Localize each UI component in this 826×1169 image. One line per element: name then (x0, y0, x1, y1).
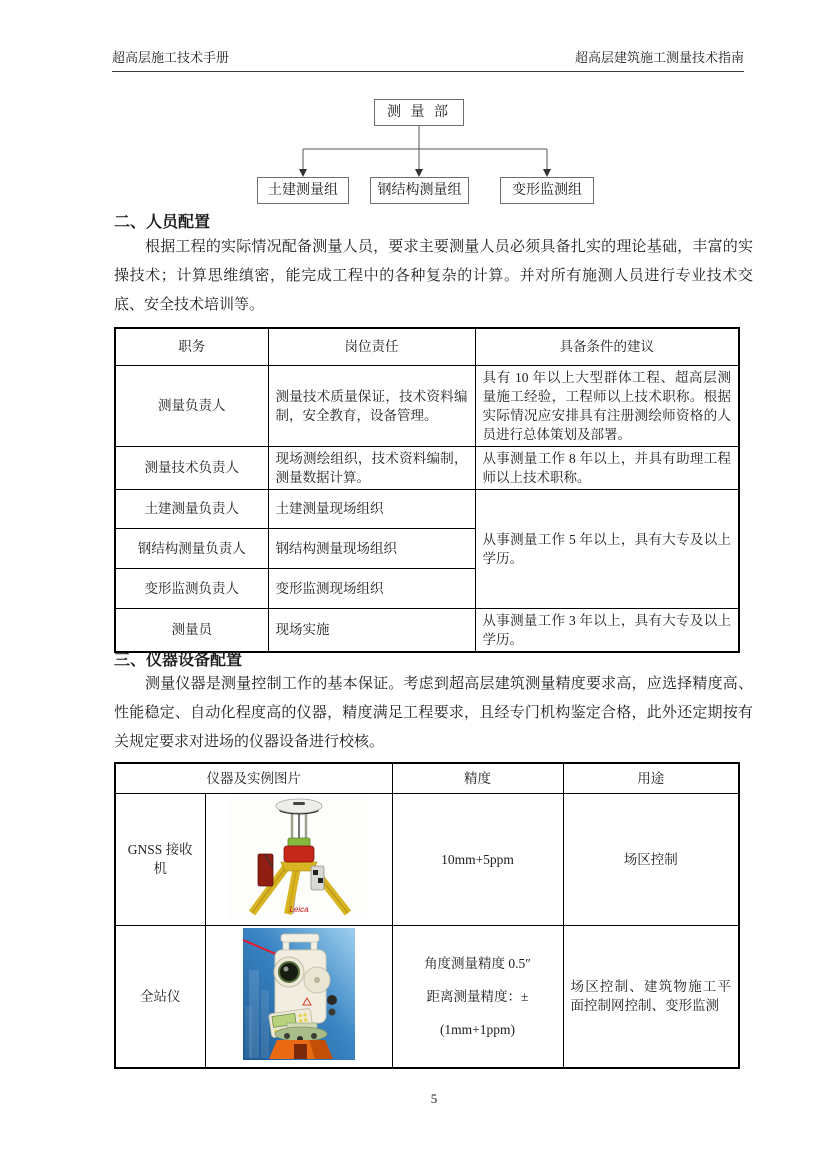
org-box-deformation-monitor-group: 变形监测组 (500, 177, 594, 204)
cell-instrument-name: 全站仪 (115, 925, 205, 1068)
total-station-photo (243, 928, 355, 1060)
table-row (115, 365, 739, 446)
cell-position: 测量员 (115, 608, 268, 652)
cell-precision: 10mm+5ppm (392, 793, 563, 925)
arrow-down-icon (415, 169, 423, 177)
paragraph-equipment: 测量仪器是测量控制工作的基本保证。考虑到超高层建筑测量精度要求高，应选择精度高、性能稳定、自动化程度高的仪器，精度满足工程要求，且经专门机构鉴定合格，此外还定期按有关规定要求对进场的仪器设备进行校核。 (114, 676, 753, 750)
personnel-table (114, 327, 740, 653)
svg-text:Leica: Leica (288, 904, 309, 914)
section-heading-equipment: 三、仪器设备配置 (114, 652, 243, 669)
column-header-usage: 用途 (563, 763, 739, 793)
paragraph-personnel: 根据工程的实际情况配备测量人员，要求主要测量人员必须具备扎实的理论基础，丰富的实操技术；计算思维缜密，能完成工程中的各种复杂的计算。并对所有施测人员进行专业技术交底、安全技术培训等。 (114, 239, 753, 313)
cell-requirement: 从事测量工作 8 年以上，并具有助理工程师以上技术职称。 (475, 446, 739, 489)
column-header-requirement: 具备条件的建议 (475, 328, 739, 365)
cell-instrument-name: GNSS 接收机 (115, 793, 205, 925)
table-row (115, 793, 739, 925)
cell-requirement-merged: 从事测量工作 5 年以上，具有大专及以上学历。 (475, 489, 739, 608)
table-row (115, 925, 739, 1068)
header-left-title: 超高层施工技术手册 (112, 50, 230, 65)
arrow-down-icon (299, 169, 307, 177)
cell-duty: 变形监测现场组织 (268, 568, 475, 608)
page-number: 5 (430, 1091, 438, 1106)
cell-requirement: 从事测量工作 3 年以上，具有大专及以上学历。 (475, 608, 739, 652)
section-heading-personnel: 二、人员配置 (114, 214, 211, 231)
cell-precision (392, 925, 563, 1068)
cell-position: 变形监测负责人 (115, 568, 268, 608)
cell-position: 土建测量负责人 (115, 489, 268, 528)
org-chart (114, 96, 742, 210)
cell-duty: 土建测量现场组织 (268, 489, 475, 528)
table-row (115, 446, 739, 489)
column-header-precision: 精度 (392, 763, 563, 793)
cell-duty: 现场测绘组织，技术资料编制，测量数据计算。 (268, 446, 475, 489)
table-row (115, 489, 739, 528)
table-row (115, 608, 739, 652)
org-box-civil-survey-group: 土建测量组 (257, 177, 349, 204)
precision-line: 距离测量精度：± (426, 988, 529, 1004)
precision-line: 角度测量精度 0.5″ (424, 955, 531, 971)
equipment-table (114, 762, 740, 1069)
org-box-survey-department: 测 量 部 (374, 99, 464, 126)
cell-usage: 场区控制 (563, 793, 739, 925)
cell-instrument-image (205, 793, 392, 925)
cell-position: 测量负责人 (115, 365, 268, 446)
cell-duty: 现场实施 (268, 608, 475, 652)
precision-line: (1mm+1ppm) (439, 1021, 516, 1037)
column-header-duty: 岗位责任 (268, 328, 475, 365)
header-right-title: 超高层建筑施工测量技术指南 (574, 50, 744, 65)
cell-position: 测量技术负责人 (115, 446, 268, 489)
cell-usage: 场区控制、建筑物施工平面控制网控制、变形监测 (563, 925, 739, 1068)
cell-duty: 钢结构测量现场组织 (268, 528, 475, 568)
gnss-receiver-photo (229, 796, 369, 918)
page-header (112, 47, 744, 72)
cell-requirement: 具有 10 年以上大型群体工程、超高层测量施工经验，工程师以上技术职称。根据实际情况应安排具有注册测绘师资格的人员进行总体策划及部署。 (475, 365, 739, 446)
column-header-position: 职务 (115, 328, 268, 365)
cell-instrument-image (205, 925, 392, 1068)
arrow-down-icon (543, 169, 551, 177)
org-box-steel-survey-group: 钢结构测量组 (370, 177, 469, 204)
column-header-instrument: 仪器及实例图片 (115, 763, 392, 793)
cell-duty: 测量技术质量保证，技术资料编制，安全教育，设备管理。 (268, 365, 475, 446)
cell-position: 钢结构测量负责人 (115, 528, 268, 568)
